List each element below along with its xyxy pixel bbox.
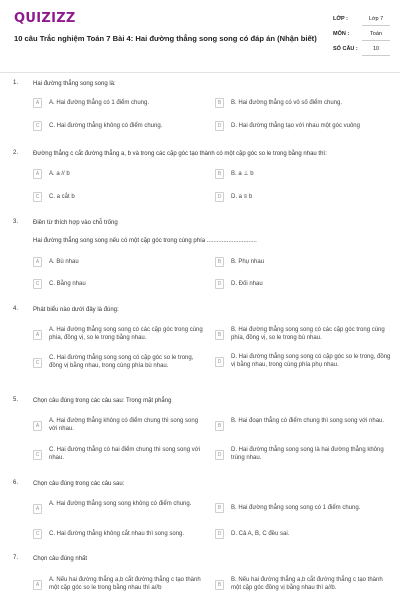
option-letter-box: B <box>215 98 224 108</box>
option-text: B. Hai đoạn thẳng có điểm chung thì song song với nhau. <box>231 418 385 424</box>
meta-count-value: 10 <box>372 46 380 52</box>
option-a[interactable] <box>33 499 208 519</box>
question-text: Đường thẳng c cắt đường thẳng a, b và trong các cặp góc tạo thành có một cặp góc so le trong bằng nhau thì: <box>33 151 327 157</box>
question-text: Chọn câu đúng trong các câu sau: Trong mặt phẳng <box>33 398 172 404</box>
option-text: C. Hai đường thẳng không cắt nhau thì song song. <box>49 531 185 537</box>
question-fill-blank-text: Hai đường thẳng song song nếu có một cặp góc trong cùng phía .............................. <box>33 238 257 244</box>
option-letter-box: A <box>33 257 42 267</box>
option-d[interactable] <box>215 352 390 380</box>
option-letter-box: B <box>215 330 224 340</box>
option-a[interactable] <box>33 98 208 114</box>
option-text: A. Hai đường thẳng có 1 điểm chung. <box>49 100 150 106</box>
option-c[interactable] <box>33 279 208 295</box>
option-letter-box: A <box>33 169 42 179</box>
option-text: D. Hai đường thẳng song song là hai đường thẳng không trùng nhau. <box>231 447 384 461</box>
option-text: D. Hai đường thẳng song song có cặp góc so le trong, đồng vị bằng nhau, trong cùng phía phụ nhau. <box>231 354 391 368</box>
option-letter-box: B <box>215 580 224 590</box>
question-text: Chọn câu đúng nhất <box>33 556 88 562</box>
question-text: Phát biểu nào dưới đây là đúng: <box>33 307 119 313</box>
option-letter-box: C <box>33 279 42 289</box>
option-d[interactable] <box>215 121 390 137</box>
meta-subject-value: Toán <box>370 31 382 37</box>
meta-subject-label: MÔN : <box>333 31 350 37</box>
option-b[interactable] <box>215 575 390 595</box>
option-letter-box: D <box>215 279 224 289</box>
question-number: 7. <box>13 555 19 561</box>
option-c[interactable] <box>33 353 208 381</box>
option-text: B. Hai đường thẳng có vô số điểm chung. <box>231 100 343 106</box>
option-letter-box: A <box>33 98 42 108</box>
option-a[interactable] <box>33 325 208 345</box>
option-letter-box: A <box>33 330 42 340</box>
option-letter-box: B <box>215 421 224 431</box>
option-text: A. Hai đường thẳng song song có các cặp góc trong cùng phía, đồng vị, so le trong bằng nhau. <box>49 327 203 341</box>
option-letter-box: C <box>33 192 42 202</box>
option-text: D. Cả A, B, C đều sai. <box>231 531 290 537</box>
option-a[interactable] <box>33 416 208 436</box>
option-text: A. Nếu hai đường thẳng a,b cắt đường thẳng c tạo thành một cặp góc so le trong bằng nhau thì a//b <box>49 577 201 591</box>
option-d[interactable] <box>215 192 390 208</box>
option-c[interactable] <box>33 121 208 137</box>
meta-divider <box>362 40 390 41</box>
option-text: C. Hai đường thẳng có hai điểm chung thì song song với nhau. <box>49 447 200 461</box>
question-number: 5. <box>13 397 19 403</box>
option-text: B. Hai đường thẳng song song có 1 điểm chung. <box>231 505 361 511</box>
option-letter-box: A <box>33 504 42 514</box>
option-b[interactable] <box>215 325 390 345</box>
header-divider <box>0 72 400 73</box>
question-text: Chọn câu đúng trong các câu sau: <box>33 481 125 487</box>
option-b[interactable] <box>215 416 390 436</box>
option-d[interactable] <box>215 529 390 545</box>
worksheet-title: 10 câu Trắc nghiệm Toán 7 Bài 4: Hai đường thẳng song song có đáp án (Nhận biết) <box>14 34 317 43</box>
option-text: C. Bằng nhau <box>49 281 86 287</box>
option-text: D. Hai đường thẳng tạo với nhau một góc vuông <box>231 123 360 129</box>
meta-class-value: Lớp 7 <box>368 16 384 22</box>
option-letter-box: C <box>33 529 42 539</box>
meta-count-label: SỐ CÂU : <box>333 46 358 52</box>
option-letter-box: C <box>33 121 42 131</box>
meta-class-label: LỚP : <box>333 16 348 22</box>
meta-divider <box>362 55 390 56</box>
option-letter-box: C <box>33 450 42 460</box>
option-b[interactable] <box>215 98 390 114</box>
option-letter-box: B <box>215 169 224 179</box>
option-letter-box: A <box>33 580 42 590</box>
meta-count <box>333 46 393 60</box>
option-letter-box: D <box>215 450 224 460</box>
quizizz-logo: QUIZIZZ <box>14 11 76 26</box>
meta-class <box>333 16 393 30</box>
option-text: A. Bù nhau <box>49 259 79 265</box>
option-text: B. Phụ nhau <box>231 259 265 265</box>
question-number: 6. <box>13 480 19 486</box>
option-letter-box: D <box>215 529 224 539</box>
option-c[interactable] <box>33 192 208 208</box>
worksheet-header <box>0 0 400 76</box>
option-letter-box: B <box>215 257 224 267</box>
option-text: D. Đối nhau <box>231 281 263 287</box>
option-d[interactable] <box>215 279 390 295</box>
option-text: B. Nếu hai đường thẳng a,b cắt đường thẳng c tạo thành một cặp góc đồng vị bằng nhau thì a//b. <box>231 577 383 591</box>
option-letter-box: B <box>215 503 224 513</box>
question-text: Hai đường thẳng song song là: <box>33 81 116 87</box>
question-number: 3. <box>13 219 19 225</box>
option-text: B. a ⊥ b <box>231 171 254 177</box>
option-a[interactable] <box>33 575 208 595</box>
option-text: C. Hai đường thẳng song song có cặp góc so le trong, đồng vị bằng nhau, trong cùng phía bù nhau. <box>49 355 194 369</box>
meta-divider <box>362 25 390 26</box>
option-b[interactable] <box>215 503 390 519</box>
option-text: D. a ≡ b <box>231 194 253 200</box>
option-text: B. Hai đường thẳng song song có các cặp góc trong cùng phía, đồng vị, so le trong bù nhau. <box>231 327 385 341</box>
option-letter-box: D <box>215 357 224 367</box>
option-d[interactable] <box>215 445 390 465</box>
option-letter-box: A <box>33 421 42 431</box>
question-text: Điền từ thích hợp vào chỗ trống <box>33 220 118 226</box>
option-letter-box: D <box>215 192 224 202</box>
option-c[interactable] <box>33 529 208 545</box>
option-a[interactable] <box>33 169 208 185</box>
option-a[interactable] <box>33 257 208 273</box>
option-text: A. Hai đường thẳng không có điểm chung thì song song với nhau. <box>49 418 199 432</box>
option-text: C. a cắt b <box>49 194 75 200</box>
option-text: A. a // b <box>49 171 70 177</box>
option-b[interactable] <box>215 169 390 185</box>
option-b[interactable] <box>215 257 390 273</box>
meta-subject <box>333 31 393 45</box>
option-c[interactable] <box>33 445 208 465</box>
question-number: 1. <box>13 80 19 86</box>
option-letter-box: D <box>215 121 224 131</box>
question-number: 4. <box>13 306 19 312</box>
option-text: C. Hai đường thẳng không có điểm chung. <box>49 123 163 129</box>
question-number: 2. <box>13 150 19 156</box>
option-text: A. Hai đường thẳng song song không có điểm chung. <box>49 501 192 507</box>
option-letter-box: C <box>33 358 42 368</box>
